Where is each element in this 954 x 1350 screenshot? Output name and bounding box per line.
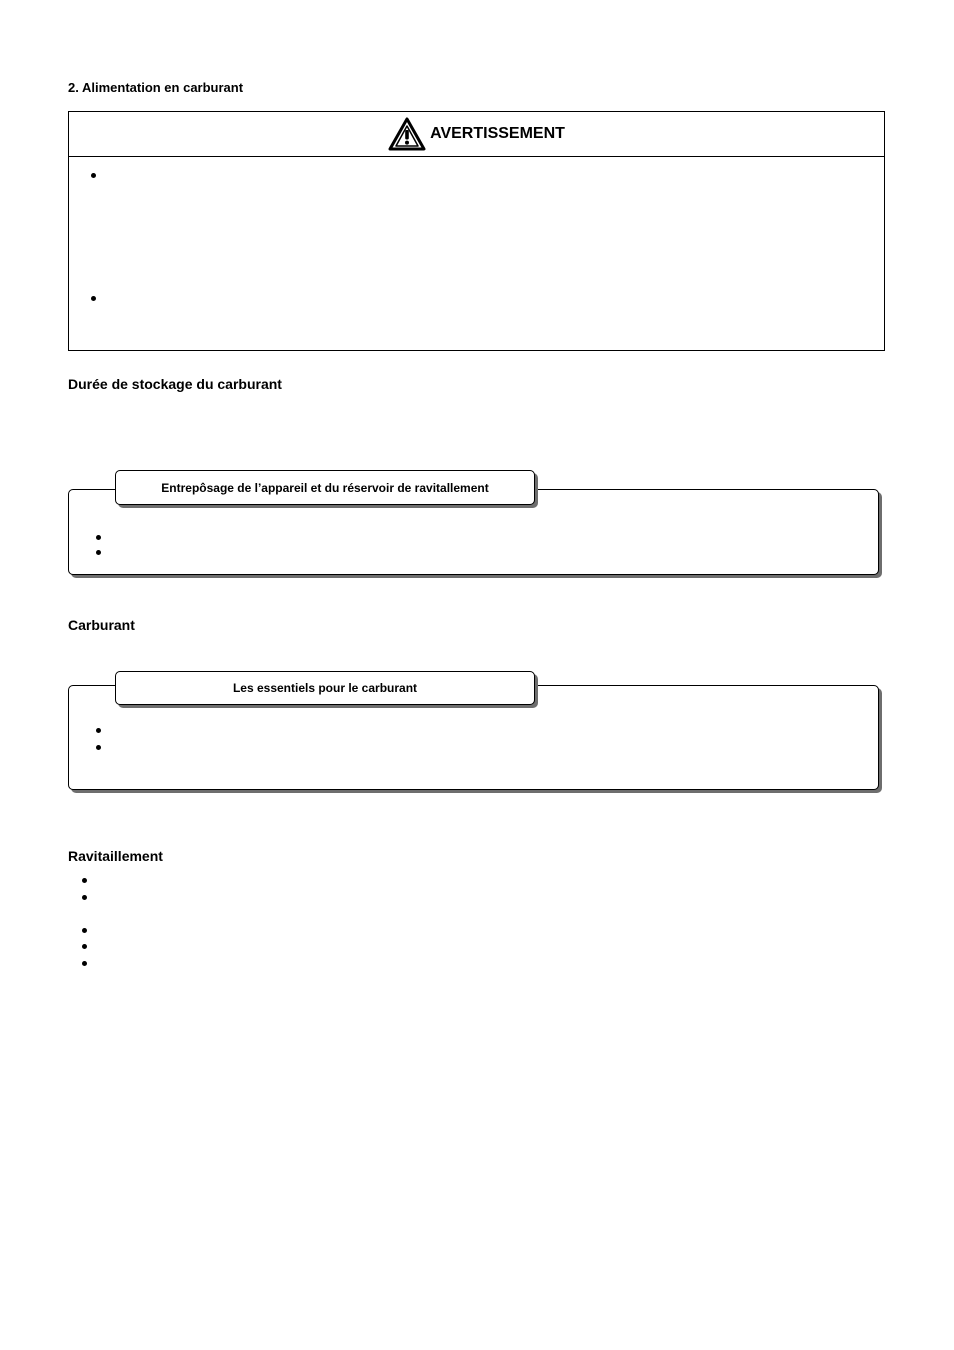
- warning-triangle-icon: [388, 117, 426, 151]
- fuel-info-tab: Les essentiels pour le carburant: [115, 671, 535, 705]
- section-title-refuel: Ravitaillement: [68, 848, 163, 864]
- fuel-bullet-2: [96, 745, 101, 750]
- refuel-bullet-2: [82, 895, 87, 900]
- warning-header: [69, 112, 884, 157]
- section-title-fuel: Carburant: [68, 617, 135, 633]
- refuel-bullet-4: [82, 944, 87, 949]
- fuel-bullet-1: [96, 728, 101, 733]
- refuel-bullet-5: [82, 961, 87, 966]
- storage-bullet-2: [96, 550, 101, 555]
- page-heading: 2. Alimentation en carburant: [68, 80, 244, 95]
- warning-box: [68, 111, 885, 351]
- warning-title: AVERTISSEMENT: [430, 125, 565, 142]
- refuel-bullet-3: [82, 928, 87, 933]
- refuel-bullet-1: [82, 878, 87, 883]
- warning-bullet-2: [91, 296, 96, 301]
- warning-bullet-1: [91, 173, 96, 178]
- storage-bullet-1: [96, 535, 101, 540]
- storage-info-tab: Entrepôsage de l’appareil et du réservoir de ravitallement: [115, 470, 535, 505]
- section-title-storage: Durée de stockage du carburant: [68, 376, 282, 392]
